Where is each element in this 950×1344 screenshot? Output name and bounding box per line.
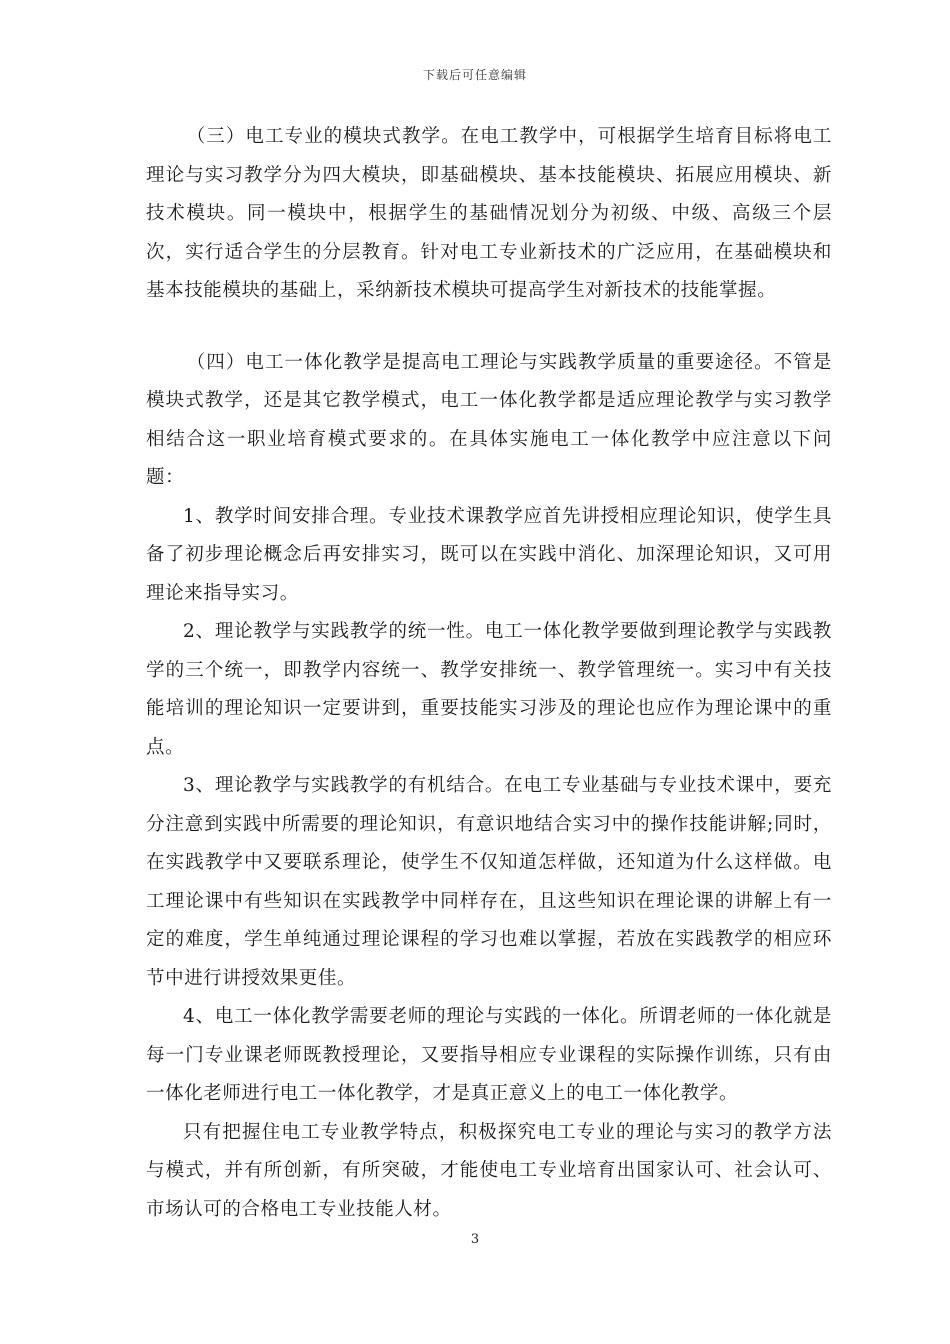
page-header: 下载后可任意编辑 [422, 68, 527, 82]
document-body [146, 118, 832, 1229]
page-number: 3 [470, 1232, 480, 1247]
section-3-paragraph: （三）电工专业的模块式教学。在电工教学中，可根据学生培育目标将电工理论与实习教学分为四大模块，即基础模块、基本技能模块、拓展应用模块、新技术模块。同一模块中，根据学生的基础情况划分为初级、中级、高级三个层次，实行适合学生的分层教育。针对电工专业新技术的广泛应用，在基础模块和基本技能模块的基础上，采纳新技术模块可提高学生对新技术的技能掌握。 [146, 126, 832, 301]
paragraph-gap [146, 311, 832, 344]
list-item: 2、理论教学与实践教学的统一性。电工一体化教学要做到理论教学与实践教学的三个统一，即教学内容统一、教学安排统一、教学管理统一。实习中有关技能培训的理论知识一定要讲到，重要技能实习涉及的理论也应作为理论课中的重点。 [146, 621, 832, 758]
list-item: 4、电工一体化教学需要老师的理论与实践的一体化。所谓老师的一体化就是每一门专业课老师既教授理论，又要指导相应专业课程的实际操作训练，只有由一体化老师进行电工一体化教学，才是真正意义上的电工一体化教学。 [146, 1006, 832, 1104]
list-item: 3、理论教学与实践教学的有机结合。在电工专业基础与专业技术课中，要充分注意到实践中所需要的理论知识，有意识地结合实习中的操作技能讲解;同时，在实践教学中又要联系理论，使学生不仅知道怎样做，还知道为什么这样做。电工理论课中有些知识在实践教学中同样存在，且这些知识在理论课的讲解上有一定的难度，学生单纯通过理论课程的学习也难以掌握，若放在实践教学的相应环节中进行讲授效果更佳。 [146, 775, 832, 989]
section-4-intro-paragraph: （四）电工一体化教学是提高电工理论与实践教学质量的重要途径。不管是模块式教学，还是其它教学模式，电工一体化教学都是适应理论教学与实习教学相结合这一职业培育模式要求的。在具体实施电工一体化教学中应注意以下问题： [146, 351, 832, 488]
list-item: 1、教学时间安排合理。专业技术课教学应首先讲授相应理论知识，使学生具备了初步理论概念后再安排实习，既可以在实践中消化、加深理论知识，又可用理论来指导实习。 [146, 505, 832, 604]
conclusion-paragraph: 只有把握住电工专业教学特点，积极探究电工专业的理论与实习的教学方法与模式，并有所创新，有所突破，才能使电工专业培育出国家认可、社会认可、市场认可的合格电工专业技能人材。 [146, 1121, 832, 1220]
